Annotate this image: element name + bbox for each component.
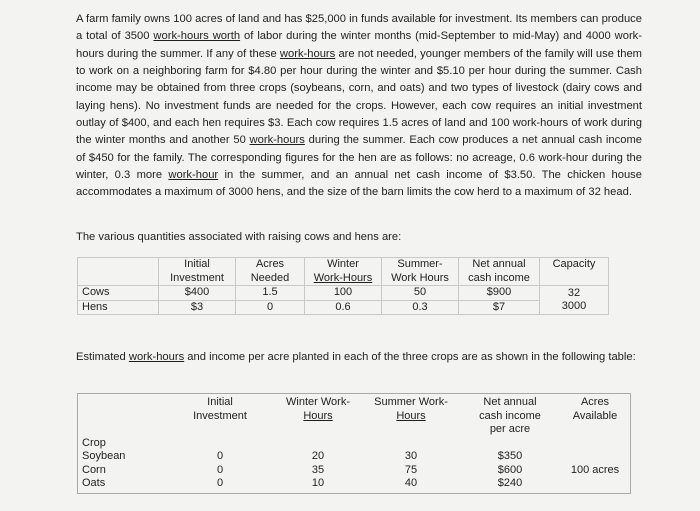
cell-investment: 0	[216, 477, 224, 489]
cell-summer: 50	[382, 286, 459, 301]
cell-summer: 75	[404, 463, 418, 476]
cell-acres: 1.5	[236, 286, 305, 301]
header-net: Net annual	[483, 396, 537, 408]
cell-winter: 100	[305, 286, 382, 301]
cell-winter: 35	[311, 463, 325, 476]
table-row	[78, 450, 631, 464]
cell-net: $350	[497, 450, 523, 462]
text-segment: are not needed, younger members of the family will use them to work on a neighboring farm for $4.80 per hour during the winter and $5.10 per hour during the summer. Cash income may be obtained from three crops (soybeans, corn, and oats) and two types of livestock (dairy cows and laying hens). No investment funds are needed for the crops. However, each cow requires an initial investment outlay of $400, and each hen requires $3. Each cow requires 1.5 acres of land and 100 work-hours of work during the winter months and another 50	[76, 47, 642, 147]
cell-winter: 0.6	[305, 300, 382, 315]
header-cell	[159, 258, 236, 286]
underlined-text: work-hours	[249, 134, 305, 147]
row-label: Hens	[78, 300, 159, 315]
text-segment: Estimated	[76, 351, 129, 363]
cell	[274, 437, 362, 451]
row-label: Cows	[78, 286, 159, 301]
header-winter-hours: Hours	[303, 409, 333, 422]
table-row	[78, 477, 631, 493]
crops-table	[77, 393, 631, 494]
header-cell	[540, 258, 609, 286]
header-winter-hours: Work-Hours	[313, 271, 373, 284]
table-row	[78, 286, 609, 301]
header-investment: Investment	[170, 271, 224, 284]
header-initial: Initial	[207, 396, 233, 408]
cell	[362, 437, 460, 451]
cell-net: $600	[497, 463, 523, 476]
cell-net: $900	[459, 286, 540, 301]
header-acres: Acres	[255, 258, 285, 270]
cell-acres: 0	[236, 300, 305, 315]
text-segment: A farm family owns 100 acres of land and has $25,000 in funds available for investment. Its members can produce a total of 3500	[76, 13, 642, 43]
header-cell	[460, 394, 560, 437]
header-acres: Acres	[580, 396, 610, 408]
header-investment: Investment	[193, 409, 247, 422]
header-cell	[236, 258, 305, 286]
underlined-text: work-hour	[168, 169, 219, 182]
header-summer: Summer-	[397, 258, 443, 270]
header-net2: cash income	[479, 409, 541, 422]
cell-acres-available: 100 acres	[570, 463, 620, 476]
table-row	[78, 464, 631, 478]
cell-capacity-cows: 32	[567, 286, 581, 299]
row-label: Oats	[82, 477, 106, 489]
header-cell	[78, 394, 167, 437]
header-summer-hours: Work Hours	[391, 271, 449, 284]
cell-capacity-hens: 3000	[561, 300, 587, 312]
cell-summer: 0.3	[382, 300, 459, 315]
header-available: Available	[572, 409, 618, 422]
cell	[560, 450, 631, 464]
header-net: Net annual	[472, 258, 526, 270]
header-initial: Initial	[184, 258, 210, 270]
table-header-row	[78, 394, 631, 437]
table-row	[78, 437, 631, 451]
header-cell	[78, 258, 159, 286]
table-header-row	[78, 258, 609, 286]
header-cell	[560, 394, 631, 437]
header-net2: cash income	[468, 271, 530, 284]
header-needed: Needed	[250, 271, 290, 284]
header-summer: Summer Work-	[374, 396, 448, 408]
cell	[166, 437, 274, 451]
cell-investment: 0	[216, 463, 224, 476]
livestock-table	[77, 257, 609, 315]
problem-paragraph	[76, 11, 642, 202]
cell-capacity	[540, 286, 609, 315]
header-winter: Winter	[327, 258, 359, 270]
header-winter: Winter Work-	[286, 396, 350, 408]
header-capacity: Capacity	[552, 258, 596, 270]
cell-winter: 20	[311, 450, 325, 462]
cell-net: $240	[497, 477, 523, 489]
text-segment: in the summer, and an annual net cash income of $3.50. The chicken house accommodates a maximum of 3000 hens, and the size of the barn limits the cow herd to a maximum of 32 head.	[76, 169, 642, 199]
text-segment: and income per acre planted in each of the three crops are as shown in the following table:	[184, 351, 636, 363]
cell-summer: 40	[404, 477, 418, 489]
text-segment: during the summer. Each cow produces a net annual cash income of $450 for the family. The corresponding figures for the hen are as follows: no acreage, 0.6 work-hour during the winter, 0.3 more	[76, 134, 642, 182]
row-label: Soybean	[82, 450, 126, 462]
cell	[460, 437, 560, 451]
cell-investment: $400	[159, 286, 236, 301]
header-crop: Crop	[82, 436, 106, 449]
header-summer-hours: Hours	[396, 409, 426, 422]
header-cell	[274, 394, 362, 437]
livestock-intro: The various quantities associated with raising cows and hens are:	[76, 231, 402, 243]
cell-investment: $3	[159, 300, 236, 315]
cell	[560, 437, 631, 451]
header-cell	[305, 258, 382, 286]
cell-winter: 10	[311, 477, 325, 489]
header-net3: per acre	[489, 423, 531, 435]
crops-intro	[76, 349, 636, 366]
header-cell	[166, 394, 274, 437]
row-label: Corn	[82, 463, 106, 476]
cell-summer: 30	[404, 450, 418, 462]
cell-investment: 0	[216, 450, 224, 462]
text-segment: of labor during the winter months (mid-September to mid-May) and 4000 work-hours during the summer. If any of these	[76, 30, 643, 60]
underlined-text: work-hours worth	[153, 30, 241, 43]
table-row	[78, 300, 609, 315]
cell-net: $7	[459, 300, 540, 315]
header-cell	[459, 258, 540, 286]
underlined-text: work-hours	[279, 47, 336, 60]
underlined-text: work-hours	[128, 351, 185, 363]
header-cell	[382, 258, 459, 286]
header-cell	[362, 394, 460, 437]
cell	[560, 477, 631, 493]
